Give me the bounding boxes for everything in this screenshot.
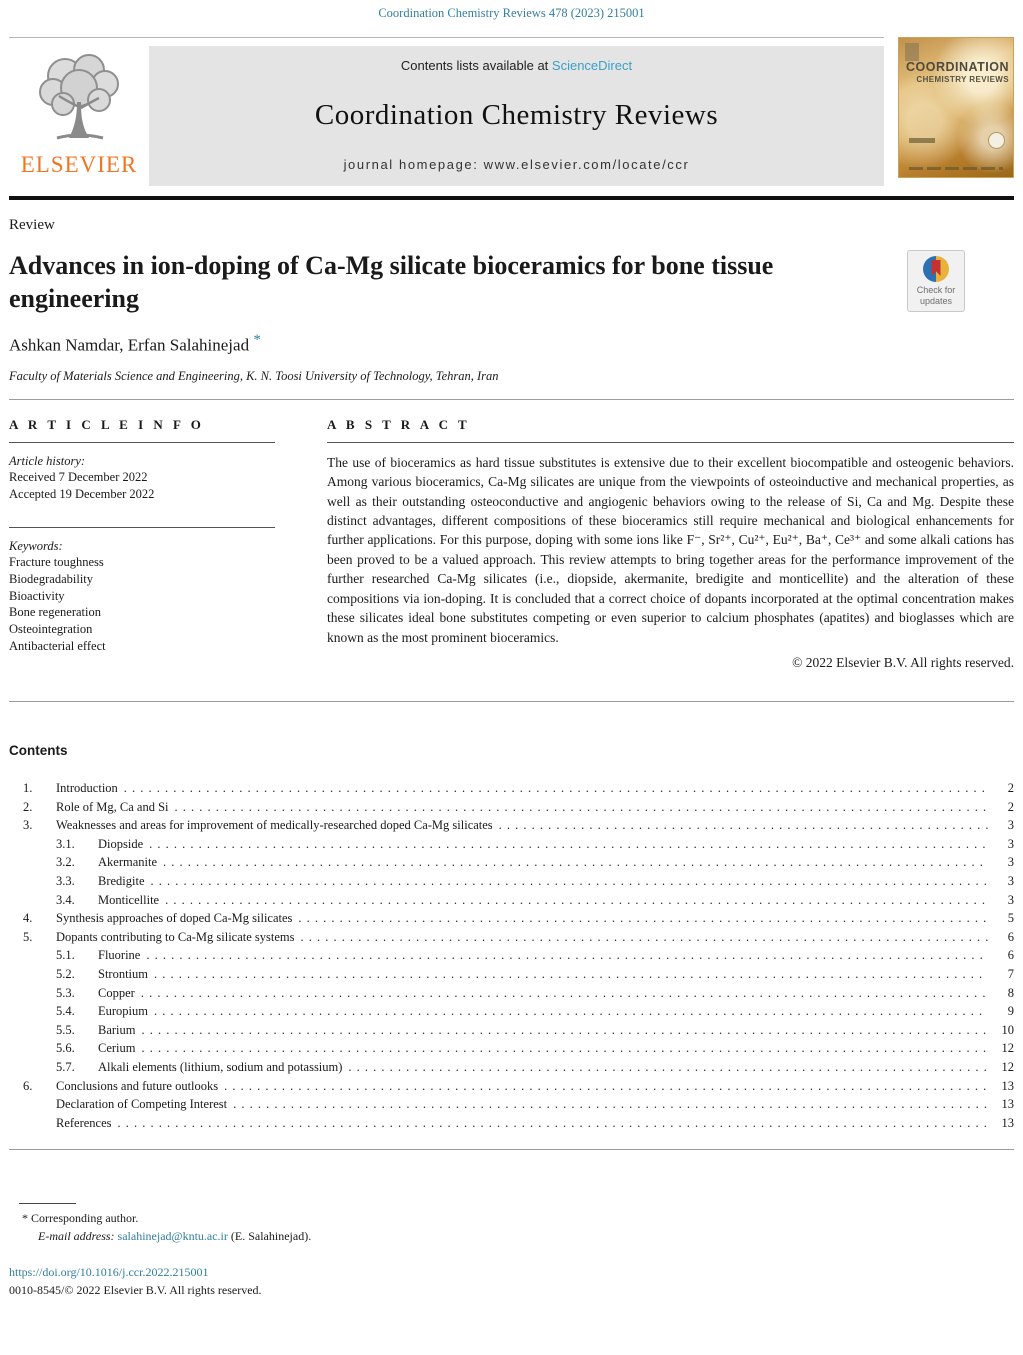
journal-title: Coordination Chemistry Reviews xyxy=(314,98,719,131)
contents-top-divider xyxy=(9,701,1014,702)
abstract-text: The use of bioceramics as hard tissue substitutes is extensive due to their excellent biocompatible and osteogenic behaviors. Among various bioceramics, Ca-Mg silicates are unique from the viewpoints of osteoinductive and mechanical properties, as well as their outstanding osteoconductive and angiogenic behaviors owing to the release of Si, Ca and Mg. Despite these distinct advantages, different compositions of these bioceramics still require mechanical and biological enhancements for further applications. For this purpose, doping with some ions like F⁻, Sr²⁺, Cu²⁺, Eu²⁺, Ba⁺, Ce³⁺ and some alkali cations has been proved to be a valued approach. This review attempts to bring together areas for the performance improvement of the further researched Ca-Mg silicates (i.e., diopside, akermanite, bredigite and monticellite) and the alteration of these compositions via ion-doping. It is concluded that a correct choice of dopants incorporated at the optimal concentration makes these silicates ideal bone substitutes competing or even superior to calcium phosphates (apatites) and bioglasses which are known as the most prominent bioceramics. xyxy=(327,454,1014,645)
toc-dot-leader xyxy=(298,909,988,928)
toc-entry-label: Monticellite xyxy=(98,892,160,907)
article-info-column xyxy=(9,417,275,671)
toc-entry-page: 3 xyxy=(1007,818,1014,833)
cover-title: COORDINATION xyxy=(906,60,1009,74)
toc-dot-leader xyxy=(124,779,988,798)
corresponding-author-asterisk[interactable]: * xyxy=(253,332,261,348)
toc-entry[interactable] xyxy=(9,1058,1014,1077)
toc-dot-leader xyxy=(233,1095,988,1114)
toc-entry-label: Introduction xyxy=(56,781,118,796)
toc-entry-number: 5.4. xyxy=(56,1004,75,1019)
toc-dot-leader xyxy=(175,798,989,817)
toc-entry[interactable] xyxy=(9,816,1014,835)
abstract-column xyxy=(327,417,1014,671)
toc-entry-number: 5.3. xyxy=(56,985,75,1000)
keyword-item: Osteointegration xyxy=(9,621,93,636)
section-divider xyxy=(9,399,1014,400)
received-date: Received 7 December 2022 xyxy=(9,469,148,484)
toc-entry[interactable] xyxy=(9,853,1014,872)
toc-entry-number: 5.2. xyxy=(56,966,75,981)
toc-entry-page: 2 xyxy=(1007,781,1014,796)
toc-entry-page: 6 xyxy=(1007,948,1014,963)
toc-entry-label: Bredigite xyxy=(98,874,145,888)
toc-dot-leader xyxy=(163,853,988,872)
contents-heading: Contents xyxy=(9,743,68,759)
toc-entry-number: 5.5. xyxy=(56,1022,75,1037)
toc-entry-number: 3.3. xyxy=(56,874,75,888)
footnote-rule xyxy=(19,1203,76,1204)
toc-entry-number: 4. xyxy=(23,911,33,926)
toc-entry[interactable] xyxy=(9,1077,1014,1096)
toc-entry-page: 13 xyxy=(1001,1097,1014,1112)
toc-entry-page: 8 xyxy=(1007,985,1014,1000)
toc-entry-label: References xyxy=(56,1115,112,1130)
abstract-heading-rule xyxy=(327,442,1014,443)
toc-entry-label: Europium xyxy=(98,1004,148,1019)
toc-entry-label: Akermanite xyxy=(98,855,158,870)
toc-entry-page: 3 xyxy=(1007,836,1014,851)
toc-dot-leader xyxy=(154,1002,988,1021)
toc-entry[interactable] xyxy=(9,909,1014,928)
toc-entry-label: Fluorine xyxy=(98,948,141,963)
keywords-label: Keywords: xyxy=(9,539,63,554)
footnote-block xyxy=(9,1203,1014,1244)
toc-dot-leader xyxy=(499,816,988,835)
doi-link[interactable]: https://doi.org/10.1016/j.ccr.2022.215001 xyxy=(9,1265,209,1280)
toc-dot-leader xyxy=(154,965,988,984)
toc-entry[interactable] xyxy=(9,928,1014,947)
toc-entry-label: Barium xyxy=(98,1022,136,1037)
article-history-label: Article history: xyxy=(9,453,86,468)
crossmark-icon xyxy=(923,256,949,282)
corresponding-author-note: * Corresponding author. xyxy=(22,1211,139,1226)
toc-entry[interactable] xyxy=(9,1039,1014,1058)
sciencedirect-link[interactable]: ScienceDirect xyxy=(551,58,633,73)
toc-entry-label: Conclusions and future outlooks xyxy=(56,1078,219,1093)
toc-entry-page: 3 xyxy=(1007,874,1014,888)
abstract-copyright: © 2022 Elsevier B.V. All rights reserved. xyxy=(792,655,1014,671)
toc-dot-leader xyxy=(141,984,988,1003)
cover-publisher-stamp-icon xyxy=(905,43,919,61)
check-for-updates-badge[interactable]: Check for updates xyxy=(907,250,965,312)
toc-entry[interactable] xyxy=(9,835,1014,854)
doi-line xyxy=(9,1265,1014,1280)
accepted-date: Accepted 19 December 2022 xyxy=(9,486,155,501)
affiliation-line: Faculty of Materials Science and Engineering, K. N. Toosi University of Technology, Tehran, Iran xyxy=(9,368,499,383)
toc-dot-leader xyxy=(118,1114,988,1133)
toc-entry-page: 9 xyxy=(1007,1004,1014,1019)
toc-entry-number: 3.1. xyxy=(56,836,75,851)
toc-entry-page: 10 xyxy=(1001,1022,1014,1037)
contents-bottom-divider xyxy=(9,1149,1014,1150)
cover-subtitle: CHEMISTRY REVIEWS xyxy=(916,75,1009,84)
toc-entry-page: 13 xyxy=(1001,1115,1014,1130)
toc-entry-page: 5 xyxy=(1007,911,1014,926)
journal-cover-thumbnail[interactable] xyxy=(898,37,1014,178)
keyword-item: Biodegradability xyxy=(9,572,94,587)
toc-entry[interactable] xyxy=(9,1021,1014,1040)
elsevier-wordmark: ELSEVIER xyxy=(20,152,138,177)
banner-center xyxy=(149,37,884,186)
toc-entry-label: Alkali elements (lithium, sodium and potassium) xyxy=(98,1059,343,1074)
toc-entry-label: Dopants contributing to Ca-Mg silicate systems xyxy=(56,929,295,944)
toc-dot-leader xyxy=(348,1058,988,1077)
elsevier-tree-icon xyxy=(27,46,131,150)
toc-entry-label: Weaknesses and areas for improvement of medically-researched doped Ca-Mg silicates xyxy=(56,818,493,833)
toc-entry[interactable] xyxy=(9,1002,1014,1021)
keywords-list xyxy=(9,554,275,654)
toc-entry-number: 3.4. xyxy=(56,892,75,907)
email-link[interactable]: salahinejad@kntu.ac.ir xyxy=(117,1229,228,1244)
toc-dot-leader xyxy=(142,1021,989,1040)
toc-entry-number: 5.7. xyxy=(56,1059,75,1074)
journal-homepage-link[interactable]: journal homepage: www.elsevier.com/locate/ccr xyxy=(343,157,690,172)
toc-entry[interactable] xyxy=(9,984,1014,1003)
toc-entry-page: 13 xyxy=(1001,1078,1014,1093)
toc-entry-number: 2. xyxy=(23,799,33,814)
toc-entry-page: 2 xyxy=(1007,799,1014,814)
author-line: Ashkan Namdar, Erfan Salahinejad * xyxy=(9,332,261,355)
toc-entry-number: 1. xyxy=(23,781,33,796)
keyword-item: Bone regeneration xyxy=(9,605,101,620)
toc-entry-number: 5.1. xyxy=(56,948,75,963)
toc-dot-leader xyxy=(142,1039,989,1058)
toc-entry[interactable] xyxy=(9,965,1014,984)
issn-copyright-line: 0010-8545/© 2022 Elsevier B.V. All rights reserved. xyxy=(9,1283,262,1298)
toc-dot-leader xyxy=(301,928,988,947)
toc-entry[interactable] xyxy=(9,779,1014,798)
info-abstract-section xyxy=(9,417,1014,671)
toc-entry-label: Cerium xyxy=(98,1041,136,1056)
toc-dot-leader xyxy=(224,1077,988,1096)
email-label: E-mail address: xyxy=(38,1229,115,1244)
toc-entry[interactable] xyxy=(9,946,1014,965)
toc-entry-page: 3 xyxy=(1007,892,1014,907)
contents-available-line: Contents lists available at ScienceDirect xyxy=(400,58,633,73)
toc-entry-number: 6. xyxy=(23,1078,33,1093)
toc-entry-label: Diopside xyxy=(98,836,144,851)
toc-entry-label: Synthesis approaches of doped Ca-Mg silicates xyxy=(56,911,293,926)
email-line xyxy=(9,1229,1014,1244)
toc-entry-page: 6 xyxy=(1007,929,1014,944)
article-info-heading: A R T I C L E I N F O xyxy=(9,416,205,432)
keyword-item: Antibacterial effect xyxy=(9,638,106,653)
toc-entry-number: 5.6. xyxy=(56,1041,75,1056)
toc-dot-leader xyxy=(165,891,988,910)
toc-entry-number: 3. xyxy=(23,818,33,833)
toc-entry-page: 12 xyxy=(1001,1059,1014,1074)
toc-entry-label: Copper xyxy=(98,985,135,1000)
toc-entry-number: 3.2. xyxy=(56,855,75,870)
cover-seal-icon xyxy=(988,132,1005,149)
toc-entry-page: 7 xyxy=(1007,966,1014,981)
toc-entry-label: Declaration of Competing Interest xyxy=(56,1097,228,1112)
cover-footer-decoration xyxy=(909,167,1003,170)
article-type-label: Review xyxy=(9,217,55,233)
article-info-heading-rule xyxy=(9,442,275,443)
toc-entry[interactable] xyxy=(9,891,1014,910)
email-suffix: (E. Salahinejad). xyxy=(230,1229,312,1244)
cover-decoration xyxy=(909,138,935,143)
toc-entry-label: Role of Mg, Ca and Si xyxy=(56,799,169,814)
toc-entry[interactable] xyxy=(9,872,1014,891)
toc-entry-page: 3 xyxy=(1007,855,1014,870)
toc-entry[interactable] xyxy=(9,1095,1014,1114)
toc-dot-leader xyxy=(149,835,988,854)
toc-dot-leader xyxy=(146,946,988,965)
article-title: Advances in ion-doping of Ca-Mg silicate bioceramics for bone tissue engineering xyxy=(9,251,774,313)
table-of-contents xyxy=(9,779,1014,1132)
running-head-citation: Coordination Chemistry Reviews 478 (2023) 215001 xyxy=(378,6,645,20)
journal-header-banner xyxy=(9,37,1014,186)
keyword-item: Bioactivity xyxy=(9,588,65,603)
elsevier-logo xyxy=(9,37,149,186)
toc-entry-page: 12 xyxy=(1001,1041,1014,1056)
keywords-divider xyxy=(9,527,275,528)
header-divider xyxy=(9,196,1014,200)
toc-entry[interactable] xyxy=(9,798,1014,817)
abstract-heading: A B S T R A C T xyxy=(327,416,471,432)
toc-entry-number: 5. xyxy=(23,929,33,944)
toc-entry[interactable] xyxy=(9,1114,1014,1133)
toc-dot-leader xyxy=(151,872,988,891)
toc-entry-label: Strontium xyxy=(98,966,149,981)
keyword-item: Fracture toughness xyxy=(9,555,104,570)
